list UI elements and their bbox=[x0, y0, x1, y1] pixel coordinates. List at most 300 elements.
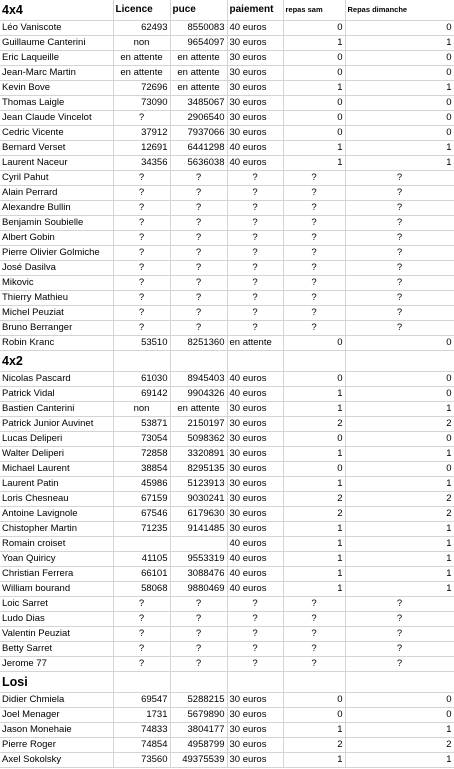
cell-name[interactable]: Laurent Patin bbox=[0, 477, 113, 492]
cell-licence[interactable]: ? bbox=[113, 291, 170, 306]
cell-paiement[interactable]: 30 euros bbox=[227, 447, 283, 462]
cell-licence[interactable]: ? bbox=[113, 597, 170, 612]
cell-repas-sam[interactable]: ? bbox=[283, 276, 345, 291]
cell-name[interactable]: Joel Menager bbox=[0, 708, 113, 723]
cell-name[interactable]: Ludo Dias bbox=[0, 612, 113, 627]
cell-repas-dimanche[interactable]: ? bbox=[345, 612, 454, 627]
cell-paiement[interactable]: ? bbox=[227, 261, 283, 276]
cell-licence[interactable]: ? bbox=[113, 216, 170, 231]
cell-puce[interactable]: 9880469 bbox=[170, 582, 227, 597]
cell-puce[interactable]: ? bbox=[170, 201, 227, 216]
cell-licence[interactable]: ? bbox=[113, 657, 170, 672]
cell-paiement[interactable]: 40 euros bbox=[227, 537, 283, 552]
cell-paiement[interactable]: 40 euros bbox=[227, 552, 283, 567]
cell-puce[interactable]: 8550083 bbox=[170, 21, 227, 36]
cell-repas-sam[interactable]: ? bbox=[283, 657, 345, 672]
cell-repas-sam[interactable]: ? bbox=[283, 321, 345, 336]
cell-licence[interactable]: 1731 bbox=[113, 708, 170, 723]
cell-paiement[interactable]: ? bbox=[227, 171, 283, 186]
cell-repas-sam[interactable]: 2 bbox=[283, 492, 345, 507]
cell-paiement[interactable]: ? bbox=[227, 657, 283, 672]
cell-paiement[interactable]: 30 euros bbox=[227, 432, 283, 447]
cell-puce[interactable]: ? bbox=[170, 246, 227, 261]
cell-licence[interactable]: ? bbox=[113, 261, 170, 276]
cell-licence[interactable]: ? bbox=[113, 201, 170, 216]
cell-paiement[interactable]: 30 euros bbox=[227, 66, 283, 81]
cell-puce[interactable]: 3804177 bbox=[170, 723, 227, 738]
cell-name[interactable]: Didier Chmiela bbox=[0, 693, 113, 708]
cell-paiement[interactable]: ? bbox=[227, 216, 283, 231]
cell-repas-dimanche[interactable]: ? bbox=[345, 306, 454, 321]
cell-puce[interactable]: ? bbox=[170, 171, 227, 186]
cell-repas-dimanche[interactable]: 0 bbox=[345, 708, 454, 723]
empty-cell[interactable] bbox=[227, 672, 283, 693]
cell-licence[interactable]: 74833 bbox=[113, 723, 170, 738]
cell-licence[interactable]: 69547 bbox=[113, 693, 170, 708]
cell-licence[interactable]: ? bbox=[113, 306, 170, 321]
cell-paiement[interactable]: ? bbox=[227, 201, 283, 216]
cell-puce[interactable]: 8251360 bbox=[170, 336, 227, 351]
cell-licence[interactable]: 71235 bbox=[113, 522, 170, 537]
cell-name[interactable]: Michael Laurent bbox=[0, 462, 113, 477]
cell-paiement[interactable]: 40 euros bbox=[227, 372, 283, 387]
cell-name[interactable]: Bruno Berranger bbox=[0, 321, 113, 336]
cell-repas-sam[interactable]: ? bbox=[283, 306, 345, 321]
cell-paiement[interactable]: 30 euros bbox=[227, 477, 283, 492]
cell-puce[interactable]: ? bbox=[170, 597, 227, 612]
column-header-puce[interactable]: puce bbox=[170, 0, 227, 21]
cell-name[interactable]: Cyril Pahut bbox=[0, 171, 113, 186]
cell-licence[interactable]: 41105 bbox=[113, 552, 170, 567]
cell-repas-sam[interactable]: 0 bbox=[283, 372, 345, 387]
cell-puce[interactable]: 9904326 bbox=[170, 387, 227, 402]
cell-licence[interactable]: 61030 bbox=[113, 372, 170, 387]
cell-repas-dimanche[interactable]: 1 bbox=[345, 141, 454, 156]
cell-paiement[interactable]: ? bbox=[227, 276, 283, 291]
cell-repas-dimanche[interactable]: 2 bbox=[345, 417, 454, 432]
cell-paiement[interactable]: 30 euros bbox=[227, 81, 283, 96]
cell-repas-sam[interactable]: ? bbox=[283, 216, 345, 231]
cell-puce[interactable]: 2906540 bbox=[170, 111, 227, 126]
cell-repas-dimanche[interactable]: 0 bbox=[345, 336, 454, 351]
cell-repas-dimanche[interactable]: 0 bbox=[345, 66, 454, 81]
cell-licence[interactable]: 34356 bbox=[113, 156, 170, 171]
cell-repas-sam[interactable]: 0 bbox=[283, 21, 345, 36]
cell-repas-dimanche[interactable]: 1 bbox=[345, 567, 454, 582]
cell-repas-dimanche[interactable]: 0 bbox=[345, 372, 454, 387]
cell-name[interactable]: Axel Sokolsky bbox=[0, 753, 113, 768]
cell-paiement[interactable]: 30 euros bbox=[227, 753, 283, 768]
cell-paiement[interactable]: 30 euros bbox=[227, 738, 283, 753]
cell-licence[interactable]: 69142 bbox=[113, 387, 170, 402]
cell-paiement[interactable]: 30 euros bbox=[227, 96, 283, 111]
cell-licence[interactable]: 67159 bbox=[113, 492, 170, 507]
cell-paiement[interactable]: 30 euros bbox=[227, 522, 283, 537]
cell-paiement[interactable]: ? bbox=[227, 612, 283, 627]
cell-name[interactable]: Robin Kranc bbox=[0, 336, 113, 351]
cell-paiement[interactable]: 40 euros bbox=[227, 582, 283, 597]
cell-name[interactable]: William bourand bbox=[0, 582, 113, 597]
cell-repas-sam[interactable]: 1 bbox=[283, 402, 345, 417]
cell-licence[interactable]: ? bbox=[113, 642, 170, 657]
cell-licence[interactable]: ? bbox=[113, 246, 170, 261]
cell-licence[interactable]: ? bbox=[113, 231, 170, 246]
cell-repas-sam[interactable]: 0 bbox=[283, 51, 345, 66]
cell-puce[interactable]: 3320891 bbox=[170, 447, 227, 462]
cell-repas-sam[interactable]: 0 bbox=[283, 693, 345, 708]
cell-repas-dimanche[interactable]: ? bbox=[345, 597, 454, 612]
cell-repas-sam[interactable]: 1 bbox=[283, 552, 345, 567]
cell-name[interactable]: Patrick Vidal bbox=[0, 387, 113, 402]
cell-paiement[interactable]: 30 euros bbox=[227, 126, 283, 141]
cell-puce[interactable] bbox=[170, 537, 227, 552]
cell-puce[interactable]: ? bbox=[170, 642, 227, 657]
cell-name[interactable]: Loic Sarret bbox=[0, 597, 113, 612]
cell-name[interactable]: Chistopher Martin bbox=[0, 522, 113, 537]
cell-repas-sam[interactable]: 1 bbox=[283, 582, 345, 597]
empty-cell[interactable] bbox=[227, 351, 283, 372]
cell-paiement[interactable]: ? bbox=[227, 627, 283, 642]
cell-licence[interactable]: 58068 bbox=[113, 582, 170, 597]
cell-name[interactable]: Kevin Bove bbox=[0, 81, 113, 96]
cell-puce[interactable]: 5679890 bbox=[170, 708, 227, 723]
cell-name[interactable]: Romain croiset bbox=[0, 537, 113, 552]
cell-puce[interactable]: ? bbox=[170, 612, 227, 627]
cell-repas-dimanche[interactable]: ? bbox=[345, 216, 454, 231]
empty-cell[interactable] bbox=[283, 351, 345, 372]
cell-repas-dimanche[interactable]: 2 bbox=[345, 738, 454, 753]
cell-puce[interactable]: 6179630 bbox=[170, 507, 227, 522]
cell-repas-dimanche[interactable]: ? bbox=[345, 246, 454, 261]
cell-puce[interactable]: 6441298 bbox=[170, 141, 227, 156]
cell-paiement[interactable]: 40 euros bbox=[227, 567, 283, 582]
cell-repas-dimanche[interactable]: 0 bbox=[345, 387, 454, 402]
cell-name[interactable]: Michel Peuziat bbox=[0, 306, 113, 321]
cell-name[interactable]: Christian Ferrera bbox=[0, 567, 113, 582]
cell-repas-sam[interactable]: ? bbox=[283, 597, 345, 612]
cell-puce[interactable]: 3485067 bbox=[170, 96, 227, 111]
cell-name[interactable]: Bastien Canterini bbox=[0, 402, 113, 417]
cell-repas-sam[interactable]: 1 bbox=[283, 387, 345, 402]
cell-repas-sam[interactable]: ? bbox=[283, 171, 345, 186]
cell-name[interactable]: Lucas Deliperi bbox=[0, 432, 113, 447]
cell-repas-sam[interactable]: 0 bbox=[283, 336, 345, 351]
cell-licence[interactable]: 74854 bbox=[113, 738, 170, 753]
cell-paiement[interactable]: 40 euros bbox=[227, 156, 283, 171]
cell-repas-sam[interactable]: ? bbox=[283, 291, 345, 306]
cell-licence[interactable]: ? bbox=[113, 627, 170, 642]
cell-licence[interactable]: en attente bbox=[113, 51, 170, 66]
cell-puce[interactable]: ? bbox=[170, 231, 227, 246]
cell-licence[interactable]: ? bbox=[113, 111, 170, 126]
cell-licence[interactable]: non bbox=[113, 402, 170, 417]
cell-licence[interactable]: 66101 bbox=[113, 567, 170, 582]
cell-puce[interactable]: ? bbox=[170, 276, 227, 291]
cell-puce[interactable]: ? bbox=[170, 216, 227, 231]
cell-paiement[interactable]: ? bbox=[227, 321, 283, 336]
cell-repas-dimanche[interactable]: 0 bbox=[345, 432, 454, 447]
cell-name[interactable]: Yoan Quiricy bbox=[0, 552, 113, 567]
cell-licence[interactable]: 45986 bbox=[113, 477, 170, 492]
cell-puce[interactable]: ? bbox=[170, 261, 227, 276]
cell-licence[interactable] bbox=[113, 537, 170, 552]
cell-licence[interactable]: 12691 bbox=[113, 141, 170, 156]
cell-name[interactable]: Nicolas Pascard bbox=[0, 372, 113, 387]
cell-paiement[interactable]: ? bbox=[227, 642, 283, 657]
cell-repas-dimanche[interactable]: ? bbox=[345, 276, 454, 291]
cell-puce[interactable]: 3088476 bbox=[170, 567, 227, 582]
cell-licence[interactable]: ? bbox=[113, 321, 170, 336]
cell-puce[interactable]: 9553319 bbox=[170, 552, 227, 567]
cell-name[interactable]: Mikovic bbox=[0, 276, 113, 291]
cell-repas-sam[interactable]: ? bbox=[283, 246, 345, 261]
cell-puce[interactable]: 2150197 bbox=[170, 417, 227, 432]
cell-repas-dimanche[interactable]: 0 bbox=[345, 111, 454, 126]
cell-licence[interactable]: ? bbox=[113, 171, 170, 186]
cell-repas-sam[interactable]: 1 bbox=[283, 81, 345, 96]
cell-paiement[interactable]: ? bbox=[227, 186, 283, 201]
empty-cell[interactable] bbox=[113, 351, 170, 372]
cell-puce[interactable]: ? bbox=[170, 657, 227, 672]
cell-name[interactable]: Léo Vaniscote bbox=[0, 21, 113, 36]
cell-paiement[interactable]: ? bbox=[227, 306, 283, 321]
cell-name[interactable]: Bernard Verset bbox=[0, 141, 113, 156]
cell-name[interactable]: Alain Perrard bbox=[0, 186, 113, 201]
cell-paiement[interactable]: 30 euros bbox=[227, 723, 283, 738]
cell-licence[interactable]: ? bbox=[113, 186, 170, 201]
cell-puce[interactable]: 8945403 bbox=[170, 372, 227, 387]
cell-name[interactable]: Laurent Naceur bbox=[0, 156, 113, 171]
cell-paiement[interactable]: ? bbox=[227, 291, 283, 306]
cell-repas-sam[interactable]: 1 bbox=[283, 36, 345, 51]
cell-puce[interactable]: 5098362 bbox=[170, 432, 227, 447]
section-title[interactable]: 4x2 bbox=[0, 351, 113, 372]
cell-repas-dimanche[interactable]: 1 bbox=[345, 447, 454, 462]
cell-repas-dimanche[interactable]: 1 bbox=[345, 582, 454, 597]
cell-licence[interactable]: ? bbox=[113, 276, 170, 291]
cell-licence[interactable]: 53871 bbox=[113, 417, 170, 432]
cell-puce[interactable]: ? bbox=[170, 306, 227, 321]
cell-repas-dimanche[interactable]: ? bbox=[345, 171, 454, 186]
cell-paiement[interactable]: 40 euros bbox=[227, 387, 283, 402]
cell-repas-dimanche[interactable]: ? bbox=[345, 642, 454, 657]
cell-puce[interactable]: 9030241 bbox=[170, 492, 227, 507]
cell-name[interactable]: Alexandre Bullin bbox=[0, 201, 113, 216]
cell-repas-dimanche[interactable]: 1 bbox=[345, 402, 454, 417]
cell-licence[interactable]: non bbox=[113, 36, 170, 51]
cell-repas-sam[interactable]: 0 bbox=[283, 462, 345, 477]
cell-repas-sam[interactable]: 0 bbox=[283, 708, 345, 723]
cell-paiement[interactable]: 30 euros bbox=[227, 417, 283, 432]
cell-repas-dimanche[interactable]: 1 bbox=[345, 537, 454, 552]
cell-name[interactable]: Albert Gobin bbox=[0, 231, 113, 246]
cell-paiement[interactable]: 30 euros bbox=[227, 51, 283, 66]
cell-repas-dimanche[interactable]: 1 bbox=[345, 723, 454, 738]
cell-repas-dimanche[interactable]: 2 bbox=[345, 492, 454, 507]
cell-repas-sam[interactable]: ? bbox=[283, 231, 345, 246]
cell-name[interactable]: Jerome 77 bbox=[0, 657, 113, 672]
cell-repas-sam[interactable]: 1 bbox=[283, 447, 345, 462]
cell-paiement[interactable]: en attente bbox=[227, 336, 283, 351]
cell-repas-sam[interactable]: 1 bbox=[283, 567, 345, 582]
cell-name[interactable]: Valentin Peuziat bbox=[0, 627, 113, 642]
cell-repas-dimanche[interactable]: 0 bbox=[345, 21, 454, 36]
cell-repas-sam[interactable]: 1 bbox=[283, 141, 345, 156]
cell-licence[interactable]: 67546 bbox=[113, 507, 170, 522]
cell-repas-sam[interactable]: ? bbox=[283, 642, 345, 657]
cell-repas-dimanche[interactable]: ? bbox=[345, 201, 454, 216]
cell-repas-dimanche[interactable]: 0 bbox=[345, 126, 454, 141]
cell-repas-dimanche[interactable]: 1 bbox=[345, 156, 454, 171]
cell-repas-dimanche[interactable]: 0 bbox=[345, 693, 454, 708]
cell-repas-sam[interactable]: 1 bbox=[283, 753, 345, 768]
cell-paiement[interactable]: 40 euros bbox=[227, 21, 283, 36]
cell-name[interactable]: Thierry Mathieu bbox=[0, 291, 113, 306]
cell-repas-sam[interactable]: 1 bbox=[283, 537, 345, 552]
cell-name[interactable]: José Dasilva bbox=[0, 261, 113, 276]
empty-cell[interactable] bbox=[170, 351, 227, 372]
cell-licence[interactable]: 38854 bbox=[113, 462, 170, 477]
cell-name[interactable]: Cedric Vicente bbox=[0, 126, 113, 141]
cell-paiement[interactable]: ? bbox=[227, 597, 283, 612]
cell-repas-sam[interactable]: 0 bbox=[283, 126, 345, 141]
cell-name[interactable]: Jean-Marc Martin bbox=[0, 66, 113, 81]
cell-repas-sam[interactable]: 0 bbox=[283, 432, 345, 447]
cell-name[interactable]: Thomas Laigle bbox=[0, 96, 113, 111]
cell-repas-sam[interactable]: 1 bbox=[283, 156, 345, 171]
cell-licence[interactable]: 72696 bbox=[113, 81, 170, 96]
cell-puce[interactable]: 49375539 bbox=[170, 753, 227, 768]
cell-name[interactable]: Walter Deliperi bbox=[0, 447, 113, 462]
cell-repas-sam[interactable]: 2 bbox=[283, 417, 345, 432]
cell-licence[interactable]: 73054 bbox=[113, 432, 170, 447]
column-header-licence[interactable]: Licence bbox=[113, 0, 170, 21]
cell-paiement[interactable]: 30 euros bbox=[227, 492, 283, 507]
cell-repas-sam[interactable]: 0 bbox=[283, 66, 345, 81]
cell-name[interactable]: Pierre Roger bbox=[0, 738, 113, 753]
cell-repas-sam[interactable]: ? bbox=[283, 612, 345, 627]
cell-puce[interactable]: en attente bbox=[170, 402, 227, 417]
cell-puce[interactable]: en attente bbox=[170, 51, 227, 66]
cell-repas-sam[interactable]: ? bbox=[283, 186, 345, 201]
cell-puce[interactable]: ? bbox=[170, 321, 227, 336]
empty-cell[interactable] bbox=[345, 672, 454, 693]
cell-repas-dimanche[interactable]: 1 bbox=[345, 477, 454, 492]
cell-paiement[interactable]: 30 euros bbox=[227, 507, 283, 522]
cell-paiement[interactable]: 30 euros bbox=[227, 36, 283, 51]
cell-puce[interactable]: 5123913 bbox=[170, 477, 227, 492]
cell-repas-dimanche[interactable]: 1 bbox=[345, 36, 454, 51]
cell-paiement[interactable]: 30 euros bbox=[227, 693, 283, 708]
cell-repas-dimanche[interactable]: 0 bbox=[345, 462, 454, 477]
empty-cell[interactable] bbox=[283, 672, 345, 693]
cell-paiement[interactable]: 30 euros bbox=[227, 462, 283, 477]
cell-name[interactable]: Antoine Lavignole bbox=[0, 507, 113, 522]
cell-repas-sam[interactable]: 1 bbox=[283, 477, 345, 492]
cell-name[interactable]: Benjamin Soubielle bbox=[0, 216, 113, 231]
cell-repas-sam[interactable]: 1 bbox=[283, 522, 345, 537]
empty-cell[interactable] bbox=[113, 672, 170, 693]
cell-repas-dimanche[interactable]: ? bbox=[345, 657, 454, 672]
cell-paiement[interactable]: ? bbox=[227, 246, 283, 261]
cell-repas-sam[interactable]: 0 bbox=[283, 96, 345, 111]
cell-repas-dimanche[interactable]: 0 bbox=[345, 51, 454, 66]
cell-licence[interactable]: en attente bbox=[113, 66, 170, 81]
cell-puce[interactable]: 9141485 bbox=[170, 522, 227, 537]
cell-paiement[interactable]: ? bbox=[227, 231, 283, 246]
cell-name[interactable]: Pierre Olivier Golmiche bbox=[0, 246, 113, 261]
cell-puce[interactable]: 5288215 bbox=[170, 693, 227, 708]
cell-puce[interactable]: 4958799 bbox=[170, 738, 227, 753]
cell-repas-dimanche[interactable]: 1 bbox=[345, 81, 454, 96]
cell-name[interactable]: Loris Chesneau bbox=[0, 492, 113, 507]
cell-licence[interactable]: ? bbox=[113, 612, 170, 627]
cell-name[interactable]: Patrick Junior Auvinet bbox=[0, 417, 113, 432]
cell-name[interactable]: Eric Laqueille bbox=[0, 51, 113, 66]
cell-paiement[interactable]: 30 euros bbox=[227, 402, 283, 417]
cell-puce[interactable]: 5636038 bbox=[170, 156, 227, 171]
empty-cell[interactable] bbox=[345, 351, 454, 372]
cell-puce[interactable]: 7937066 bbox=[170, 126, 227, 141]
cell-repas-dimanche[interactable]: ? bbox=[345, 261, 454, 276]
cell-puce[interactable]: 9654097 bbox=[170, 36, 227, 51]
cell-licence[interactable]: 62493 bbox=[113, 21, 170, 36]
cell-repas-dimanche[interactable]: 1 bbox=[345, 753, 454, 768]
cell-repas-sam[interactable]: ? bbox=[283, 627, 345, 642]
cell-repas-dimanche[interactable]: 1 bbox=[345, 522, 454, 537]
cell-repas-dimanche[interactable]: 2 bbox=[345, 507, 454, 522]
cell-paiement[interactable]: 40 euros bbox=[227, 141, 283, 156]
cell-licence[interactable]: 73090 bbox=[113, 96, 170, 111]
cell-puce[interactable]: ? bbox=[170, 291, 227, 306]
cell-repas-dimanche[interactable]: 0 bbox=[345, 96, 454, 111]
column-header-repas-sam[interactable]: repas sam bbox=[283, 0, 345, 21]
cell-licence[interactable]: 72858 bbox=[113, 447, 170, 462]
cell-repas-sam[interactable]: 2 bbox=[283, 738, 345, 753]
cell-puce[interactable]: 8295135 bbox=[170, 462, 227, 477]
cell-paiement[interactable]: 30 euros bbox=[227, 708, 283, 723]
cell-repas-dimanche[interactable]: ? bbox=[345, 291, 454, 306]
cell-repas-dimanche[interactable]: 1 bbox=[345, 552, 454, 567]
cell-repas-dimanche[interactable]: ? bbox=[345, 321, 454, 336]
cell-repas-sam[interactable]: 0 bbox=[283, 111, 345, 126]
cell-name[interactable]: Guillaume Canterini bbox=[0, 36, 113, 51]
cell-repas-sam[interactable]: ? bbox=[283, 201, 345, 216]
cell-puce[interactable]: ? bbox=[170, 627, 227, 642]
cell-puce[interactable]: en attente bbox=[170, 66, 227, 81]
cell-repas-dimanche[interactable]: ? bbox=[345, 627, 454, 642]
empty-cell[interactable] bbox=[170, 672, 227, 693]
cell-name[interactable]: Betty Sarret bbox=[0, 642, 113, 657]
cell-name[interactable]: Jason Monehaie bbox=[0, 723, 113, 738]
cell-licence[interactable]: 37912 bbox=[113, 126, 170, 141]
cell-name[interactable]: Jean Claude Vincelot bbox=[0, 111, 113, 126]
cell-puce[interactable]: en attente bbox=[170, 81, 227, 96]
cell-paiement[interactable]: 30 euros bbox=[227, 111, 283, 126]
section-title-4x4[interactable]: 4x4 bbox=[0, 0, 113, 21]
column-header-paiement[interactable]: paiement bbox=[227, 0, 283, 21]
cell-repas-dimanche[interactable]: ? bbox=[345, 231, 454, 246]
cell-repas-sam[interactable]: 1 bbox=[283, 723, 345, 738]
cell-repas-sam[interactable]: ? bbox=[283, 261, 345, 276]
section-title[interactable]: Losi bbox=[0, 672, 113, 693]
cell-repas-sam[interactable]: 2 bbox=[283, 507, 345, 522]
cell-puce[interactable]: ? bbox=[170, 186, 227, 201]
cell-licence[interactable]: 53510 bbox=[113, 336, 170, 351]
column-header-repas-dimanche[interactable]: Repas dimanche bbox=[345, 0, 454, 21]
cell-repas-dimanche[interactable]: ? bbox=[345, 186, 454, 201]
cell-licence[interactable]: 73560 bbox=[113, 753, 170, 768]
